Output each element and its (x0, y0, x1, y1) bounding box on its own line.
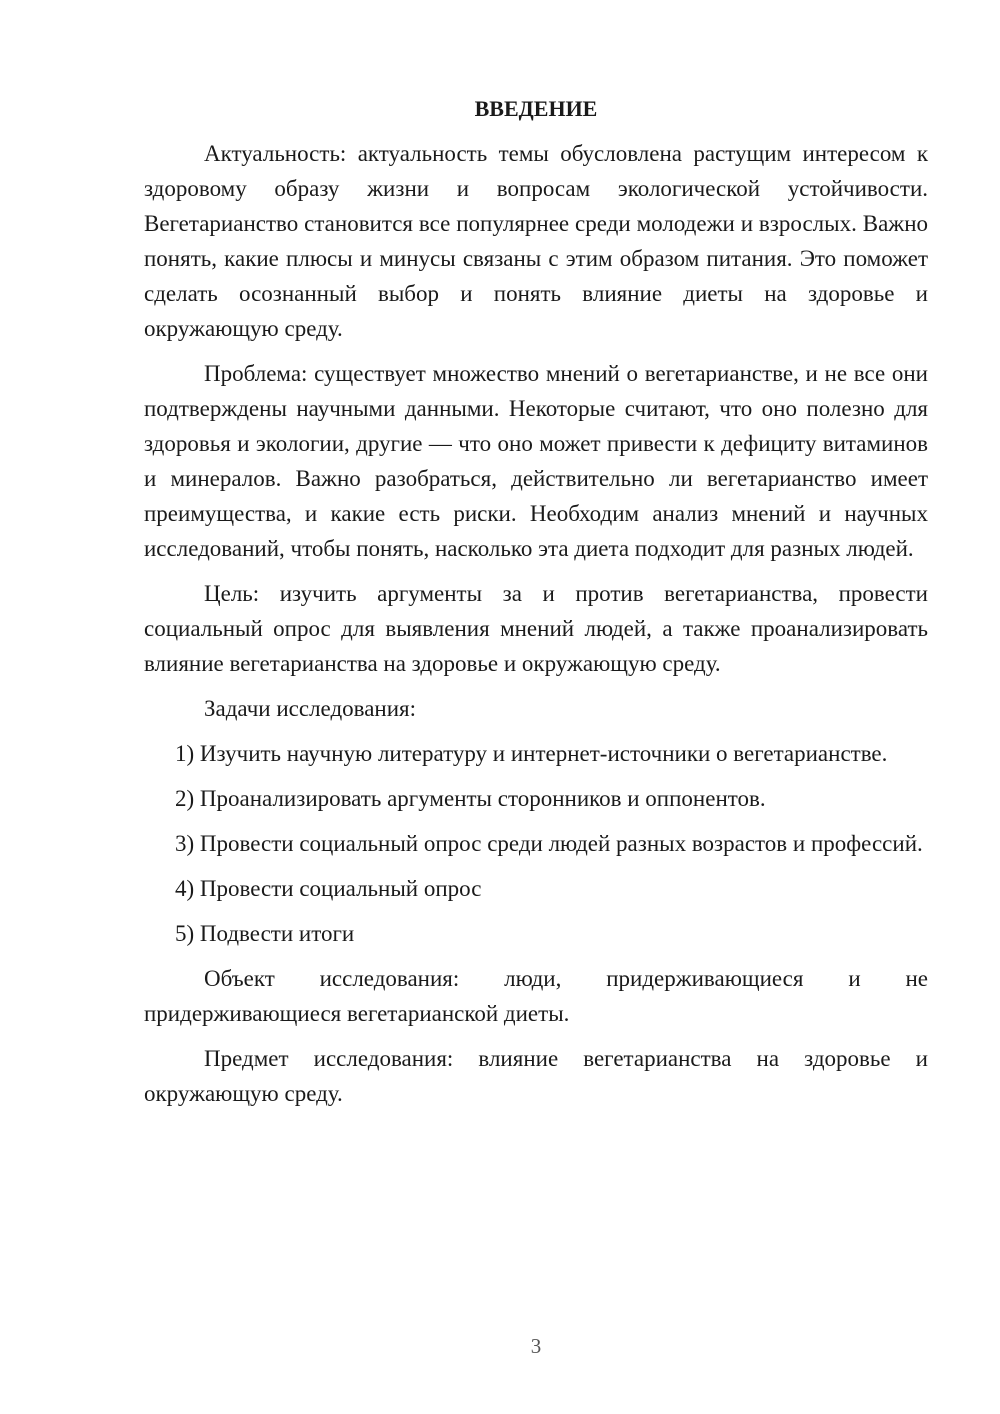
task-item-3: 3) Провести социальный опрос среди людей разных возрастов и профессий. (175, 831, 923, 856)
goal-paragraph: Цель: изучить аргументы за и против вегетарианства, провести социальный опрос для выявления мнений людей, а также проанализировать влияние вегетарианства на здоровье и окружающую среду. (144, 581, 928, 676)
relevance-paragraph: Актуальность: актуальность темы обусловлена растущим интересом к здоровому образу жизни и вопросам экологической устойчивости. Вегетарианство становится все популярнее среди молодежи и взрослых. Важно понять, какие плюсы и минусы связаны с этим образом питания. Это поможет сделать осознанный выбор и понять влияние диеты на здоровье и окружающую среду. (144, 141, 928, 341)
document-page (144, 90, 928, 1121)
task-item-1: 1) Изучить научную литературу и интернет-источники о вегетарианстве. (175, 741, 888, 766)
section-heading: ВВЕДЕНИЕ (474, 96, 598, 121)
object-paragraph: Объект исследования: люди, придерживающиеся и не придерживающиеся вегетарианской диеты. (144, 966, 928, 1026)
task-item-2: 2) Проанализировать аргументы сторонников и оппонентов. (175, 786, 766, 811)
task-item-4: 4) Провести социальный опрос (175, 876, 482, 901)
problem-paragraph: Проблема: существует множество мнений о вегетарианстве, и не все они подтверждены научными данными. Некоторые считают, что оно полезно для здоровья и экологии, другие — что оно может привести к дефициту витаминов и минералов. Важно разобраться, действительно ли вегетарианство имеет преимущества, и какие есть риски. Необходим анализ мнений и научных исследований, чтобы понять, насколько эта диета подходит для разных людей. (144, 361, 928, 561)
subject-paragraph: Предмет исследования: влияние вегетарианства на здоровье и окружающую среду. (144, 1046, 928, 1106)
tasks-heading: Задачи исследования: (204, 696, 417, 721)
task-item-5: 5) Подвести итоги (175, 921, 355, 946)
page-number: 3 (530, 1334, 542, 1358)
